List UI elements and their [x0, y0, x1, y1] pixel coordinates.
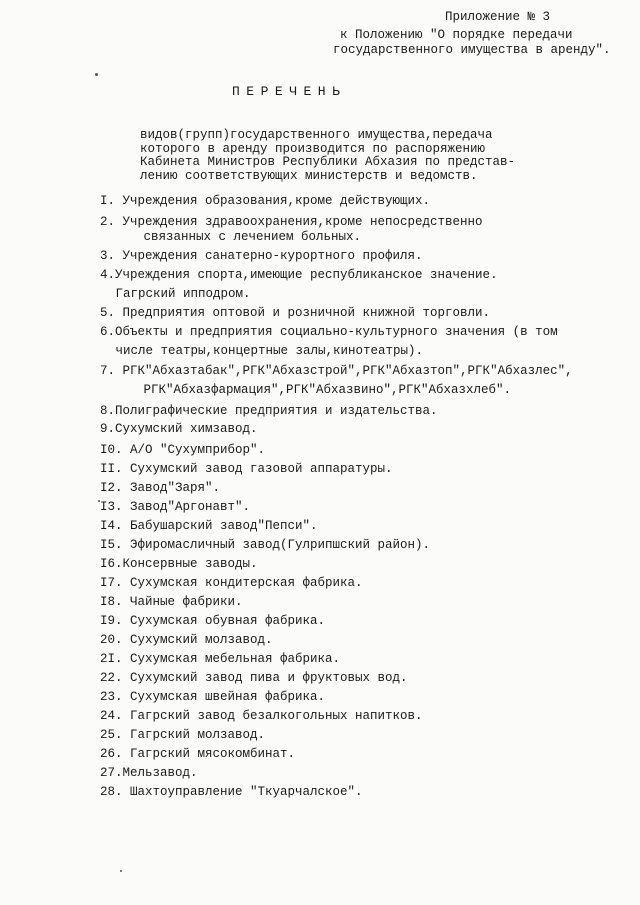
- list-item: 23. Сухумская швейная фабрика.: [100, 690, 326, 704]
- list-item: 5. Предприятия оптовой и розничной книжной торговли.: [100, 306, 491, 320]
- list-item: 9.Сухумский химзавод.: [100, 422, 258, 436]
- list-item: I. Учреждения образования,кроме действующих.: [100, 194, 431, 208]
- list-item: 20. Сухумский молзавод.: [100, 633, 273, 647]
- list-item: I9. Сухумская обувная фабрика.: [100, 614, 326, 628]
- list-item: 22. Сухумский завод пива и фруктовых вод.: [100, 671, 408, 685]
- list-item: 25. Гагрский молзавод.: [100, 728, 266, 742]
- list-item: I2. Завод"Заря".: [100, 481, 221, 495]
- list-item: Гагрский ипподром.: [108, 287, 251, 301]
- list-item: 28. Шахтоуправление "Ткуарчалское".: [100, 785, 363, 799]
- list-item: 3. Учреждения санатерно-курортного профиля.: [100, 249, 423, 263]
- list-item: 4.Учреждения спорта,имеющие республиканское значение.: [100, 268, 498, 282]
- list-item: РГК"Абхазфармация",РГК"Абхазвино",РГК"Абхазхлеб".: [121, 383, 512, 397]
- list-item: I6.Консервные заводы.: [100, 557, 258, 571]
- list-item: 2. Учреждения здравоохранения,кроме непосредственно: [100, 215, 483, 229]
- document-subtitle: [140, 115, 515, 184]
- appendix-line: к Положению "О порядке передачи: [340, 28, 573, 42]
- subtitle-line: видов(групп)государственного имущества,передача: [140, 127, 493, 142]
- list-item: I8. Чайные фабрики.: [100, 595, 243, 609]
- list-item: 26. Гагрский мясокомбинат.: [100, 747, 296, 761]
- list-item: I7. Сухумская кондитерская фабрика.: [100, 576, 363, 590]
- list-item: I0. А/О "Сухумприбор".: [100, 443, 266, 457]
- paper-speck: [98, 500, 100, 502]
- subtitle-line: Кабинета Министров Республики Абхазия по представ-: [140, 155, 516, 170]
- paper-speck: [120, 870, 122, 872]
- subtitle-line: лению соответствующих министерств и ведомств.: [140, 169, 478, 184]
- subtitle-line: которого в аренду производится по распоряжению: [140, 141, 486, 156]
- list-item: 8.Полиграфические предприятия и издательства.: [100, 404, 438, 418]
- list-item: 27.Мельзавод.: [100, 766, 198, 780]
- list-item: I4. Бабушарский завод"Пепси".: [100, 519, 318, 533]
- paper-speck: [95, 73, 98, 76]
- list-item: 24. Гагрский завод безалкогольных напитков.: [100, 709, 423, 723]
- appendix-line: государственного имущества в аренду".: [333, 43, 611, 57]
- list-item: числе театры,концертные залы,кинотеатры).: [108, 344, 424, 358]
- appendix-title: Приложение № 3: [445, 10, 551, 24]
- list-item: 2I. Сухумская мебельная фабрика.: [100, 652, 341, 666]
- document-title: ПЕРЕЧЕНЬ: [232, 84, 347, 99]
- list-item: I3. Завод"Аргонавт".: [100, 500, 251, 514]
- list-item: 6.Объекты и предприятия социально-культурного значения (в том: [100, 325, 558, 339]
- list-item: 7. РГК"Абхазтабак",РГК"Абхазстрой",РГК"Абхазтоп",РГК"Абхазлес",: [100, 364, 573, 378]
- list-item: I5. Эфиромасличный завод(Гулрипшский район).: [100, 538, 431, 552]
- list-item: связанных с лечением больных.: [121, 230, 362, 244]
- list-item: II. Сухумский завод газовой аппаратуры.: [100, 462, 393, 476]
